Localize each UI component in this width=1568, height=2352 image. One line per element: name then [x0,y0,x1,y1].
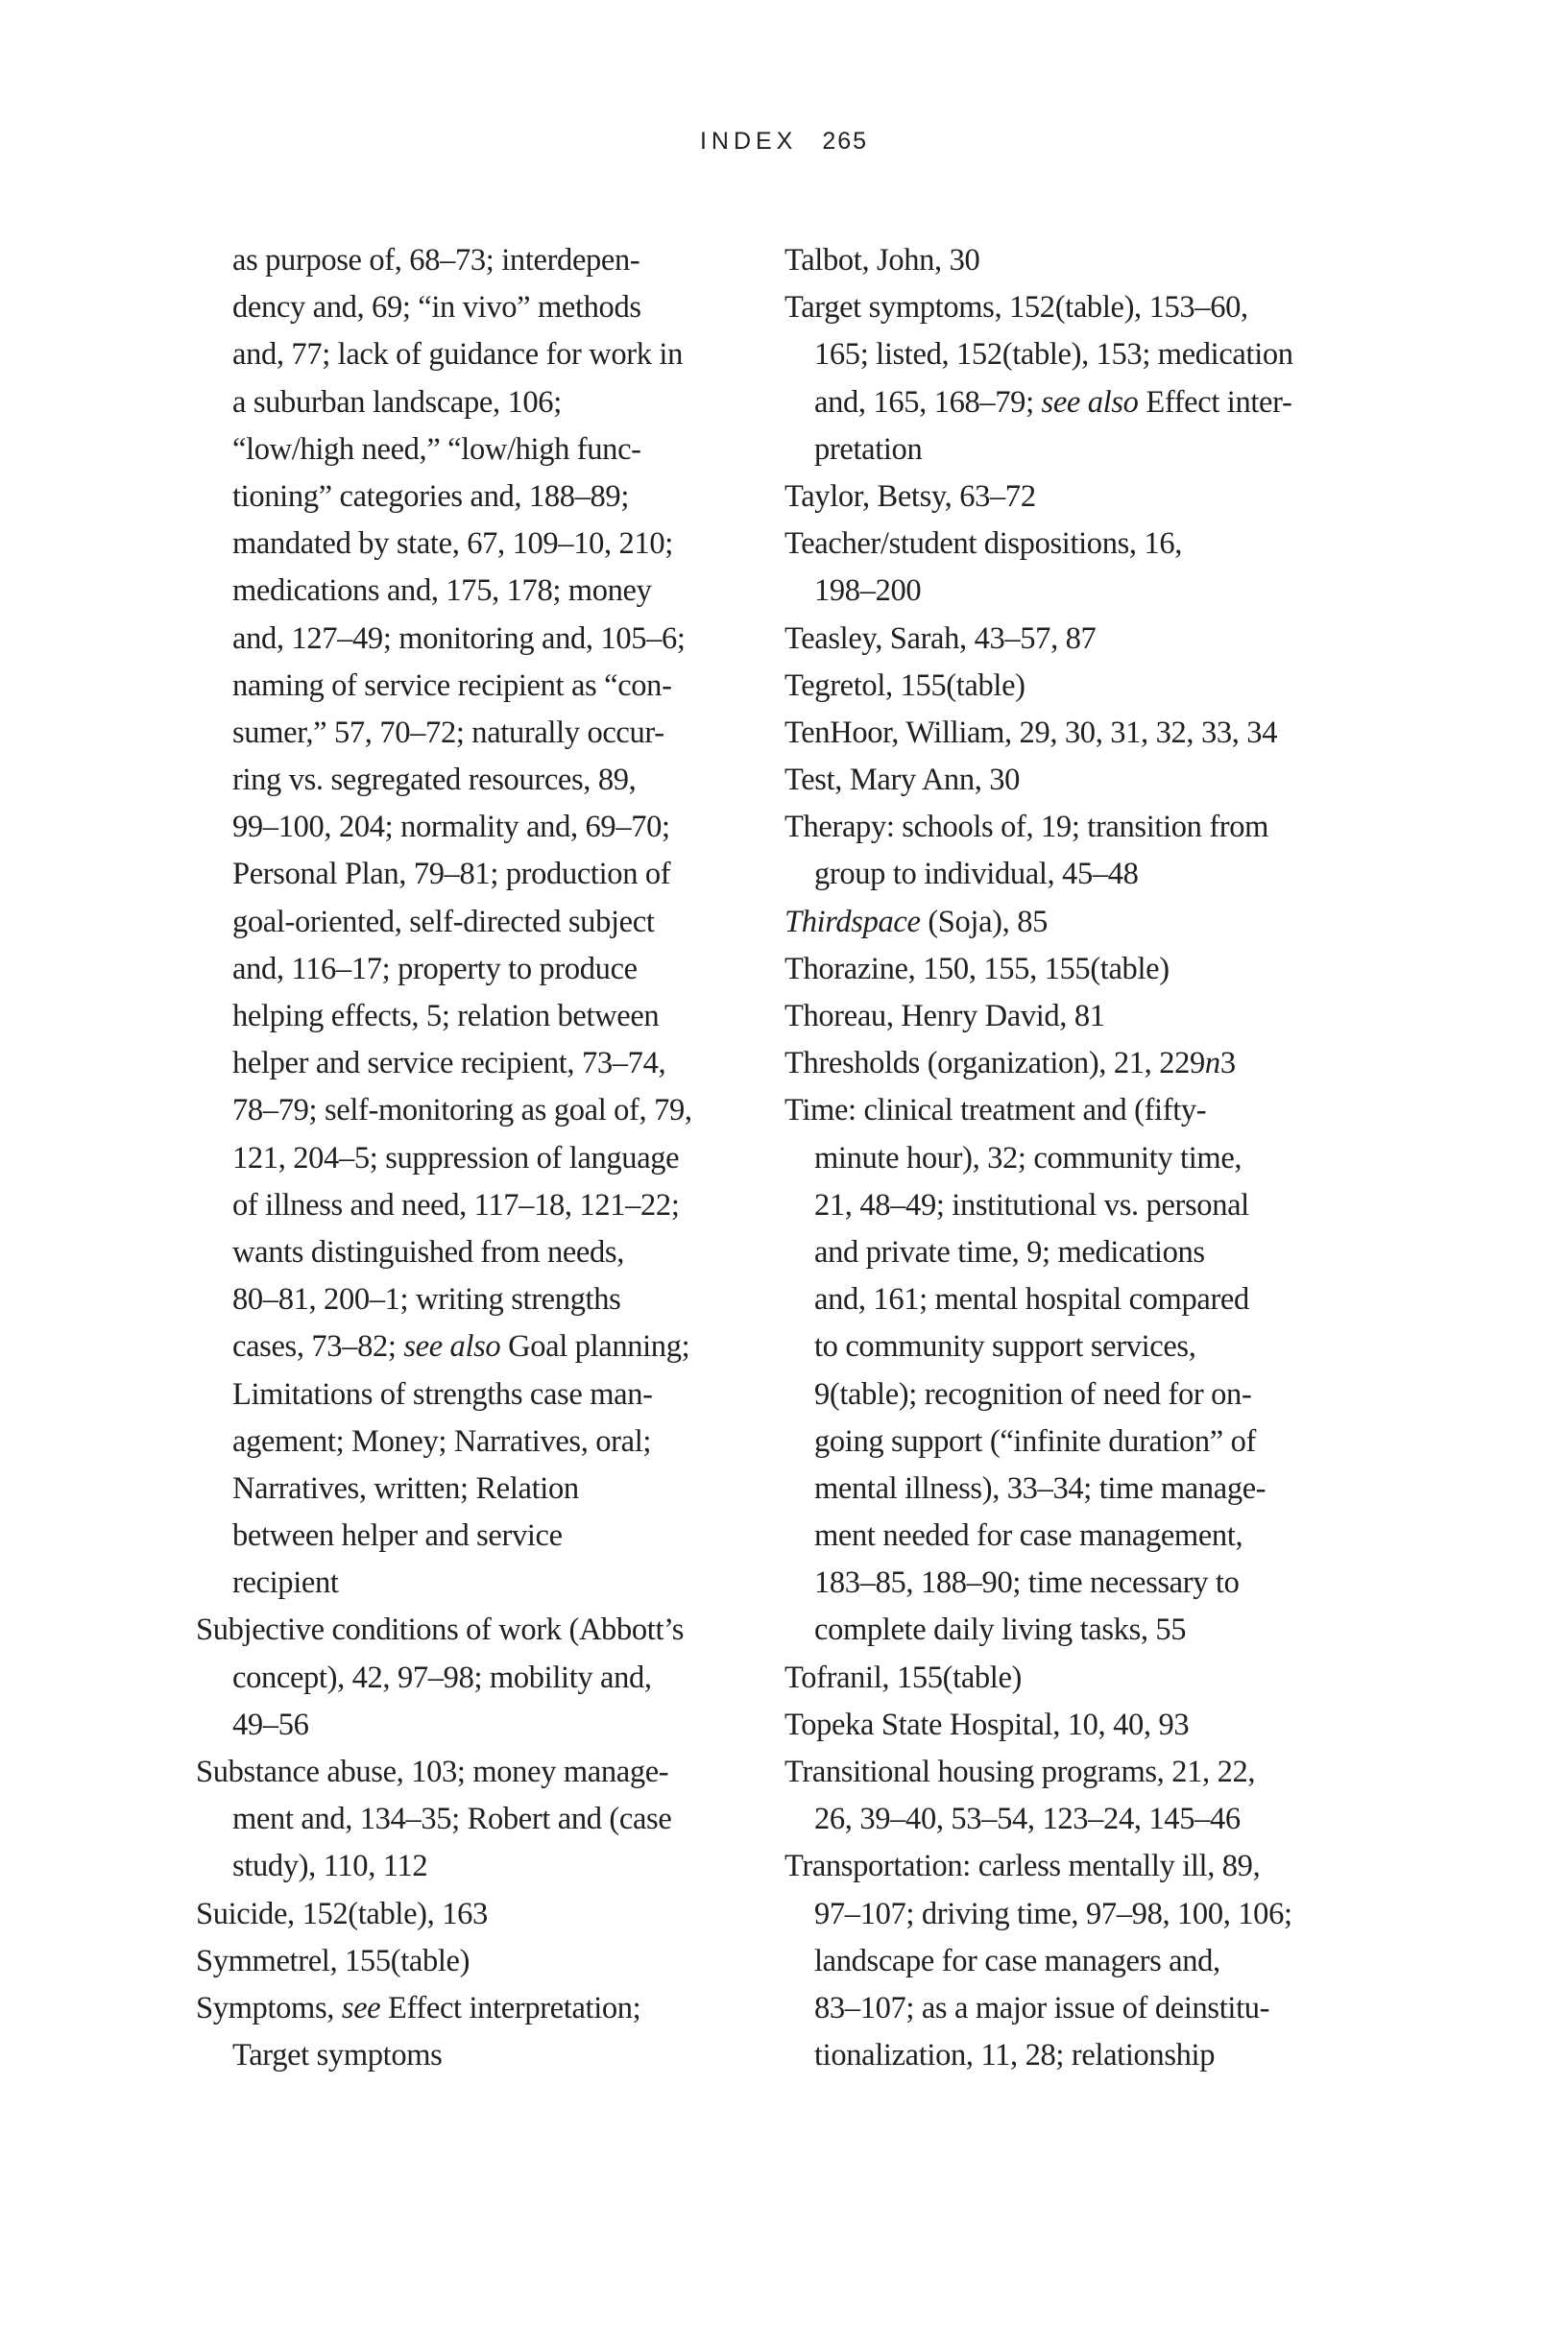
index-subentry-line [784,1229,1361,1276]
index-entry-line [784,899,1361,946]
entry-text: Goal planning; [500,1329,690,1365]
entry-text: cases, 73–82; [232,1329,404,1365]
entry-text: Suicide, 152(table), 163 [196,1896,488,1931]
entry-text: 165; listed, 152(table), 153; medication [814,337,1293,373]
entry-text: Teasley, Sarah, 43–57, 87 [784,620,1097,656]
entry-text: Effect inter- [1138,384,1292,420]
entry-text: 9(table); recognition of need for on- [814,1376,1252,1412]
index-subentry-line [196,473,734,521]
entry-text: 78–79; self-monitoring as goal of, 79, [232,1093,692,1128]
entry-text: Time: clinical treatment and (fifty- [784,1093,1207,1128]
index-entry-line [784,663,1361,710]
entry-text: Effect interpretation; [380,1990,641,2025]
entry-text: landscape for case managers and, [814,1943,1220,1978]
index-subentry-line [784,568,1361,615]
index-subentry-line [196,1513,734,1560]
entry-text: 3 [1219,1046,1236,1081]
entry-text: 21, 48–49; institutional vs. personal [814,1187,1249,1223]
entry-text: as purpose of, 68–73; interdepen- [232,243,640,278]
entry-text: goal-oriented, self-directed subject [232,904,655,939]
index-entry-line [784,993,1361,1040]
italic-text: n [1204,1046,1220,1081]
index-subentry-line [784,1371,1361,1418]
entry-text: Thresholds (organization), 21, 229 [784,1046,1205,1081]
index-subentry-line [784,2032,1361,2079]
index-subentry-line [196,851,734,898]
index-subentry-line [196,899,734,946]
index-subentry-line [196,663,734,710]
entry-text: TenHoor, William, 29, 30, 31, 32, 33, 34 [784,715,1278,750]
index-subentry-line [784,1182,1361,1229]
index-entry-line [196,1891,734,1938]
index-column-right [784,237,1361,2079]
index-entry-line [784,1040,1361,1087]
entry-text: minute hour), 32; community time, [814,1140,1242,1176]
index-subentry-line [196,616,734,663]
entry-text: Personal Plan, 79–81; production of [232,857,671,892]
entry-text: going support (“infinite duration” of [814,1423,1256,1459]
entry-text: between helper and service [232,1518,563,1554]
index-entry-line [196,1985,734,2032]
entry-text: Talbot, John, 30 [784,243,980,278]
index-subentry-line [784,1560,1361,1607]
index-subentry-line [196,1276,734,1323]
index-subentry-line [784,1938,1361,1985]
index-subentry-line [784,1418,1361,1466]
index-subentry-line [196,1466,734,1513]
entry-text: 49–56 [232,1707,309,1742]
entry-text: to community support services, [814,1329,1196,1365]
entry-text: Subjective conditions of work (Abbott’s [196,1612,685,1648]
entry-text: (Soja), 85 [920,904,1048,939]
entry-text: Symptoms, [196,1990,342,2025]
index-entry-line [784,521,1361,568]
index-subentry-line [784,426,1361,473]
entry-text: and, 77; lack of guidance for work in [232,337,683,373]
index-subentry-line [196,946,734,993]
entry-text: Topeka State Hospital, 10, 40, 93 [784,1707,1190,1742]
entry-text: Symmetrel, 155(table) [196,1943,470,1978]
entry-text: Substance abuse, 103; money manage- [196,1755,669,1789]
entry-text: ment and, 134–35; Robert and (case [232,1802,672,1837]
index-entry-line [784,1843,1361,1890]
entry-text: helping effects, 5; relation between [232,999,660,1033]
italic-text: see [341,1990,381,2025]
index-entry-line [784,1655,1361,1702]
entry-text: 99–100, 204; normality and, 69–70; [232,810,670,845]
index-subentry-line [196,284,734,331]
index-subentry-line [196,1655,734,1702]
index-subentry-line [196,379,734,426]
entry-text: and, 116–17; property to produce [232,951,638,986]
entry-text: a suburban landscape, 106; [232,384,562,420]
entry-text: Target symptoms, 152(table), 153–60, [784,290,1248,326]
entry-text: Tofranil, 155(table) [784,1660,1023,1695]
index-entry-line [784,1702,1361,1749]
index-subentry-line [196,710,734,757]
entry-text: Tegretol, 155(table) [784,667,1025,703]
entry-text: Teacher/student dispositions, 16, [784,526,1183,562]
entry-text: Thorazine, 150, 155, 155(table) [784,951,1170,986]
entry-text: Transitional housing programs, 21, 22, [784,1755,1256,1789]
entry-text: tionalization, 11, 28; relationship [814,2038,1216,2073]
index-entry-line [784,1087,1361,1134]
entry-text: helper and service recipient, 73–74, [232,1046,666,1081]
index-entry-line [784,473,1361,521]
index-subentry-line [196,993,734,1040]
italic-text: Thirdspace [784,904,921,939]
index-subentry-line [196,1843,734,1890]
entry-text: agement; Money; Narratives, oral; [232,1423,652,1459]
entry-text: Narratives, written; Relation [232,1470,579,1506]
running-head-title: INDEX [699,128,798,155]
entry-text: recipient [232,1565,339,1601]
entry-text: pretation [814,431,923,467]
index-subentry-line [784,379,1361,426]
italic-text: see also [403,1329,501,1365]
index-entry-line [784,284,1361,331]
entry-text: 26, 39–40, 53–54, 123–24, 145–46 [814,1802,1241,1837]
entry-text: naming of service recipient as “con- [232,667,672,703]
index-subentry-line [196,1560,734,1607]
index-subentry-line [196,757,734,804]
index-entry-line [784,616,1361,663]
index-subentry-line [196,426,734,473]
index-subentry-line [784,1135,1361,1182]
index-subentry-line [196,1796,734,1843]
entry-text: 198–200 [814,573,922,609]
entry-text: mandated by state, 67, 109–10, 210; [232,526,673,562]
index-entry-line [784,237,1361,284]
index-entry-line [196,1938,734,1985]
entry-text: dency and, 69; “in vivo” methods [232,290,641,326]
entry-text: Transportation: carless mentally ill, 89, [784,1849,1261,1884]
entry-text: complete daily living tasks, 55 [814,1612,1187,1648]
index-subentry-line [196,1040,734,1087]
entry-text: and, 165, 168–79; [814,384,1042,420]
index-entry-line [196,1607,734,1654]
index-entry-line [784,757,1361,804]
index-subentry-line [196,804,734,851]
index-subentry-line [196,1087,734,1134]
index-subentry-line [196,568,734,615]
index-subentry-line [196,1418,734,1466]
index-subentry-line [784,851,1361,898]
entry-text: study), 110, 112 [232,1849,428,1884]
entry-text: and, 161; mental hospital compared [814,1282,1249,1318]
entry-text: Thoreau, Henry David, 81 [784,999,1105,1033]
index-subentry-line [196,1702,734,1749]
entry-text: 121, 204–5; suppression of language [232,1140,680,1176]
index-entry-line [784,710,1361,757]
entry-text: Therapy: schools of, 19; transition from [784,810,1269,845]
index-subentry-line [196,1182,734,1229]
entry-text: and private time, 9; medications [814,1234,1205,1270]
entry-text: tioning” categories and, 188–89; [232,478,629,514]
index-column-left [196,237,734,2079]
entry-text: 183–85, 188–90; time necessary to [814,1565,1240,1601]
entry-text: and, 127–49; monitoring and, 105–6; [232,620,686,656]
entry-text: 97–107; driving time, 97–98, 100, 106; [814,1896,1292,1931]
running-head [0,127,1568,156]
entry-text: 83–107; as a major issue of deinstitu- [814,1990,1270,2025]
entry-text: Target symptoms [232,2038,443,2073]
index-entry-line [784,1749,1361,1796]
entry-text: of illness and need, 117–18, 121–22; [232,1187,680,1223]
index-subentry-line [784,1985,1361,2032]
index-subentry-line [784,1891,1361,1938]
index-subentry-line [784,331,1361,378]
index-entry-line [784,804,1361,851]
entry-text: Limitations of strengths case man- [232,1376,653,1412]
index-entry-line [784,946,1361,993]
italic-text: see also [1041,384,1139,420]
index-subentry-line [196,1371,734,1418]
index-subentry-line [196,2032,734,2079]
index-subentry-line [196,1323,734,1370]
index-subentry-line [784,1323,1361,1370]
entry-text: wants distinguished from needs, [232,1234,624,1270]
index-subentry-line [196,1135,734,1182]
page-number: 265 [822,128,869,155]
index-subentry-line [784,1466,1361,1513]
entry-text: group to individual, 45–48 [814,857,1139,892]
index-subentry-line [196,237,734,284]
index-subentry-line [784,1276,1361,1323]
index-entry-line [196,1749,734,1796]
index-subentry-line [784,1796,1361,1843]
entry-text: ring vs. segregated resources, 89, [232,763,637,798]
index-subentry-line [196,331,734,378]
entry-text: Taylor, Betsy, 63–72 [784,478,1036,514]
entry-text: Test, Mary Ann, 30 [784,763,1021,798]
entry-text: sumer,” 57, 70–72; naturally occur- [232,715,664,750]
entry-text: ment needed for case management, [814,1518,1243,1554]
entry-text: “low/high need,” “low/high func- [232,431,641,467]
entry-text: mental illness), 33–34; time manage- [814,1470,1266,1506]
entry-text: concept), 42, 97–98; mobility and, [232,1660,652,1695]
index-subentry-line [196,521,734,568]
index-subentry-line [196,1229,734,1276]
index-subentry-line [784,1513,1361,1560]
entry-text: 80–81, 200–1; writing strengths [232,1282,621,1318]
index-subentry-line [784,1607,1361,1654]
entry-text: medications and, 175, 178; money [232,573,652,609]
